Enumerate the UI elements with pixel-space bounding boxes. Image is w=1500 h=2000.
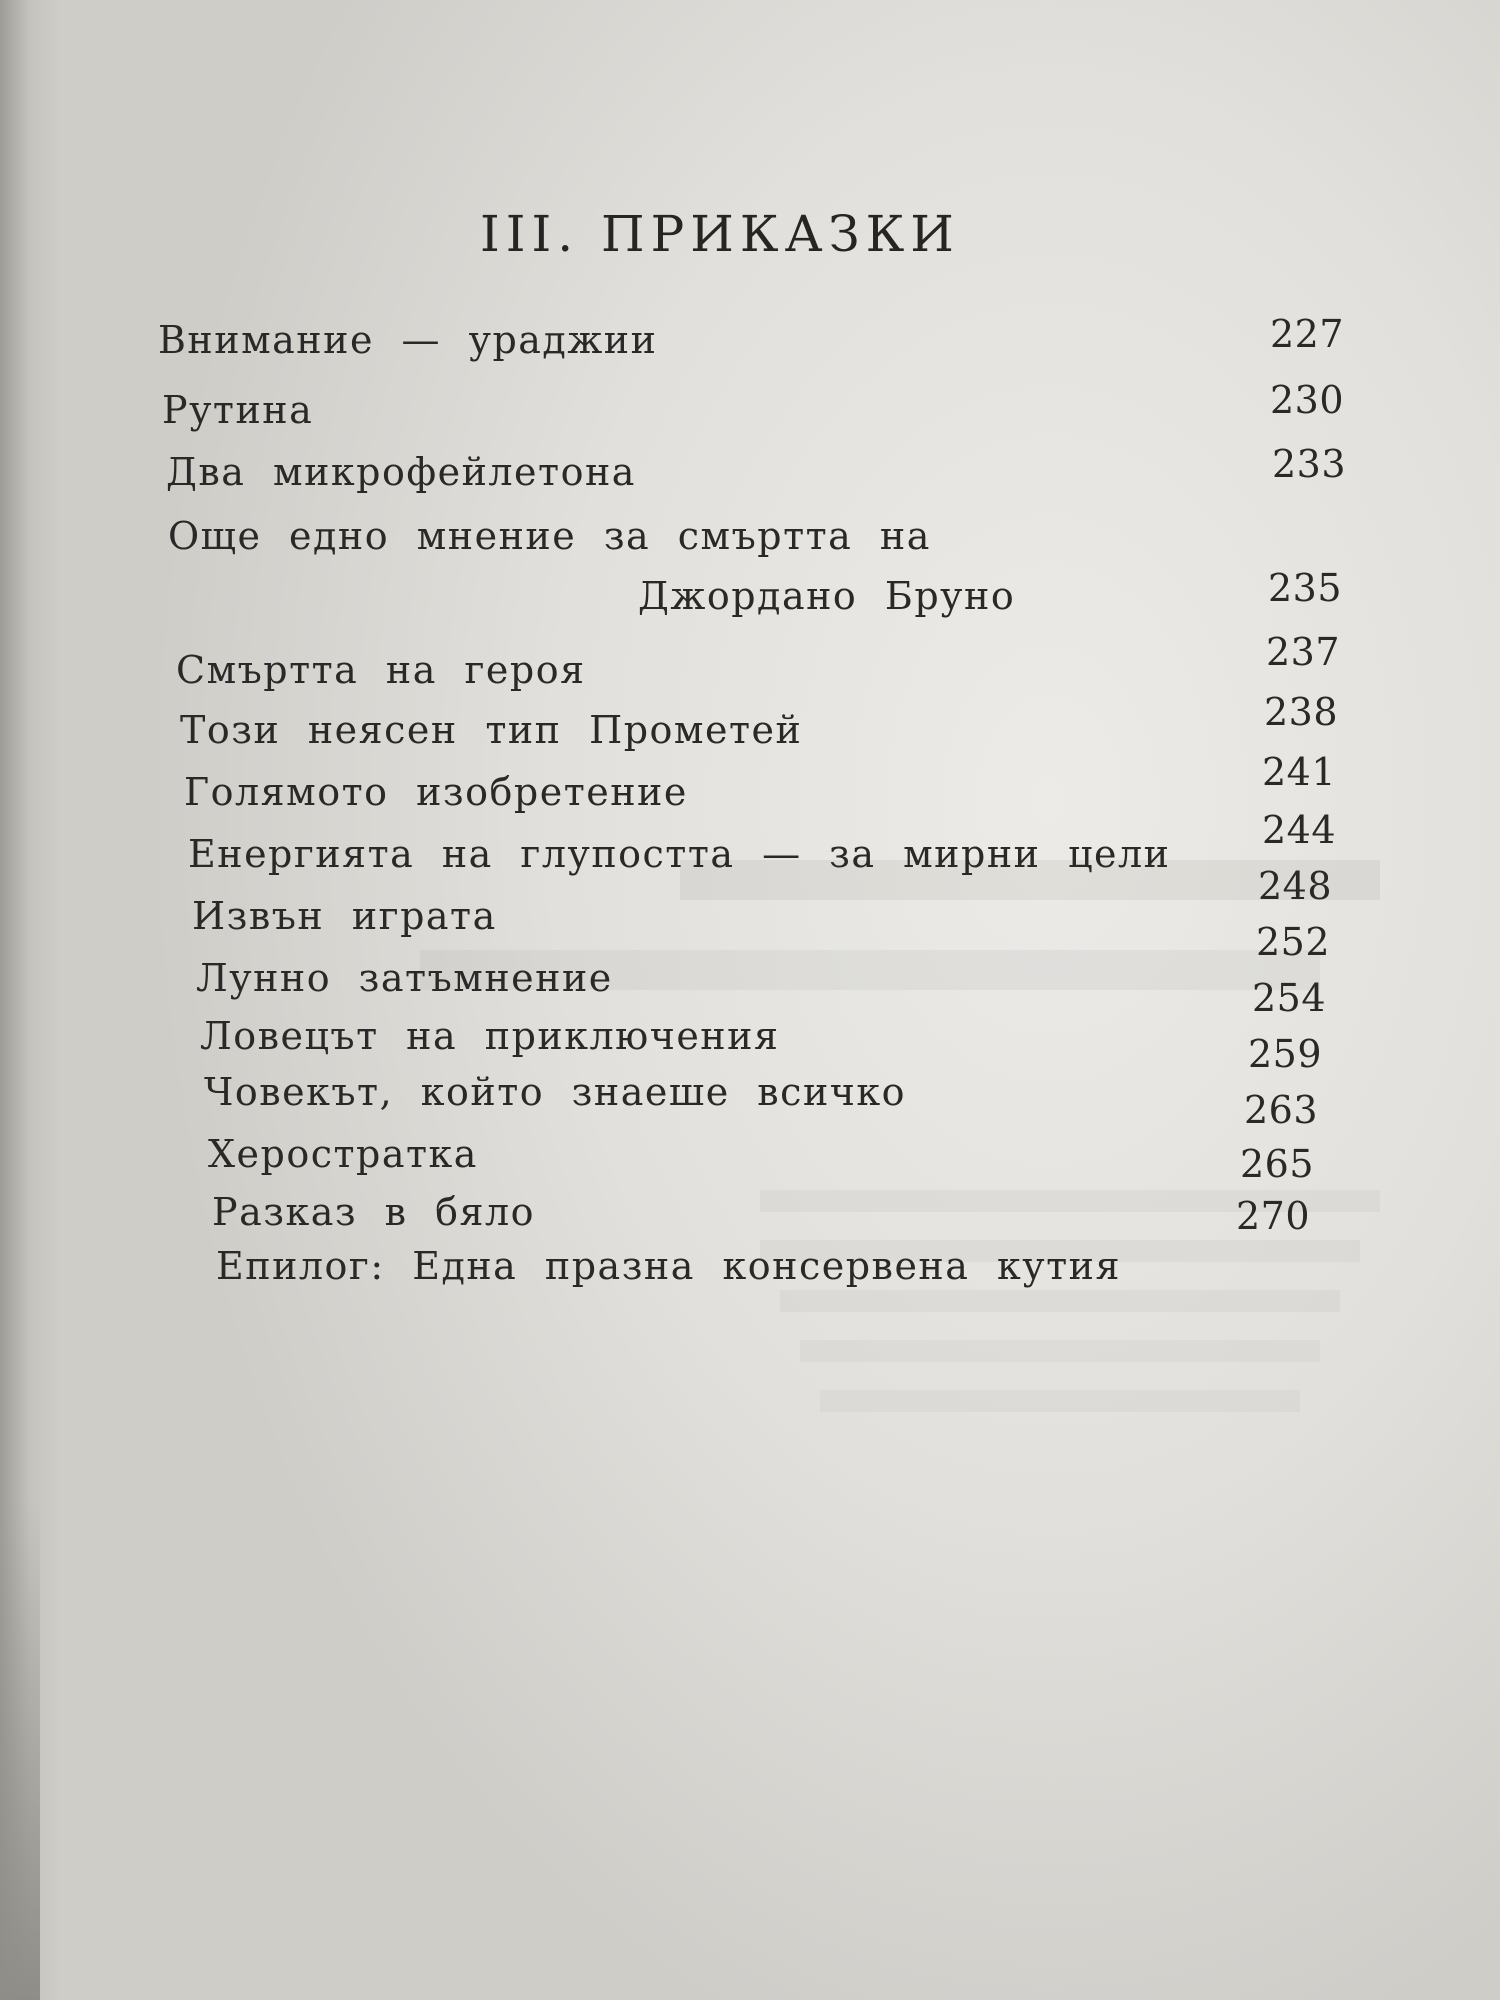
toc-entry-page: 265 xyxy=(1240,1142,1315,1186)
toc-entry-title: Епилог: Една празна консервена кутия xyxy=(216,1244,1121,1288)
toc-entry-title: Рутина xyxy=(162,388,314,432)
toc-entry-page: 254 xyxy=(1252,976,1327,1020)
toc-entry-title: Херостратка xyxy=(208,1132,478,1176)
toc-entry-title: Джордано Бруно xyxy=(638,574,1016,618)
toc-entry-title: Този неясен тип Прометей xyxy=(180,708,803,752)
toc-entry-page: 270 xyxy=(1236,1194,1311,1238)
toc-entry-page: 244 xyxy=(1262,808,1337,852)
toc-entry-title: Разказ в бяло xyxy=(212,1190,535,1234)
toc-entry-page: 248 xyxy=(1258,864,1333,908)
toc-entry-page: 230 xyxy=(1270,378,1345,422)
toc-entry-page: 227 xyxy=(1270,312,1345,356)
toc-entry-title: Енергията на глупостта — за мирни цели xyxy=(188,832,1171,876)
toc-entry-page: 233 xyxy=(1272,442,1347,486)
toc-entry-title: Ловецът на приключения xyxy=(200,1014,780,1058)
toc-entry-title: Човекът, който знаеше всичко xyxy=(204,1070,907,1114)
toc-entry-page: 235 xyxy=(1268,566,1343,610)
toc-entry-page: 263 xyxy=(1244,1088,1319,1132)
toc-entry-title: Голямото изобретение xyxy=(184,770,688,814)
toc-entry-title: Смъртта на героя xyxy=(176,648,586,692)
section-title: III. ПРИКАЗКИ xyxy=(480,205,960,263)
toc-entry-page: 238 xyxy=(1264,690,1339,734)
toc-entry-page: 259 xyxy=(1248,1032,1323,1076)
toc-entry-page: 237 xyxy=(1266,630,1341,674)
toc-entry-page: 241 xyxy=(1262,750,1337,794)
toc-entry-title: Лунно затъмнение xyxy=(196,956,613,1000)
toc-entry-title: Два микрофейлетона xyxy=(166,450,636,494)
toc-entry-title: Внимание — ураджии xyxy=(158,318,658,362)
toc-entry-title: Извън играта xyxy=(192,894,497,938)
toc-entry-page: 252 xyxy=(1256,920,1331,964)
toc-entry-title: Още едно мнение за смъртта на xyxy=(168,514,931,558)
